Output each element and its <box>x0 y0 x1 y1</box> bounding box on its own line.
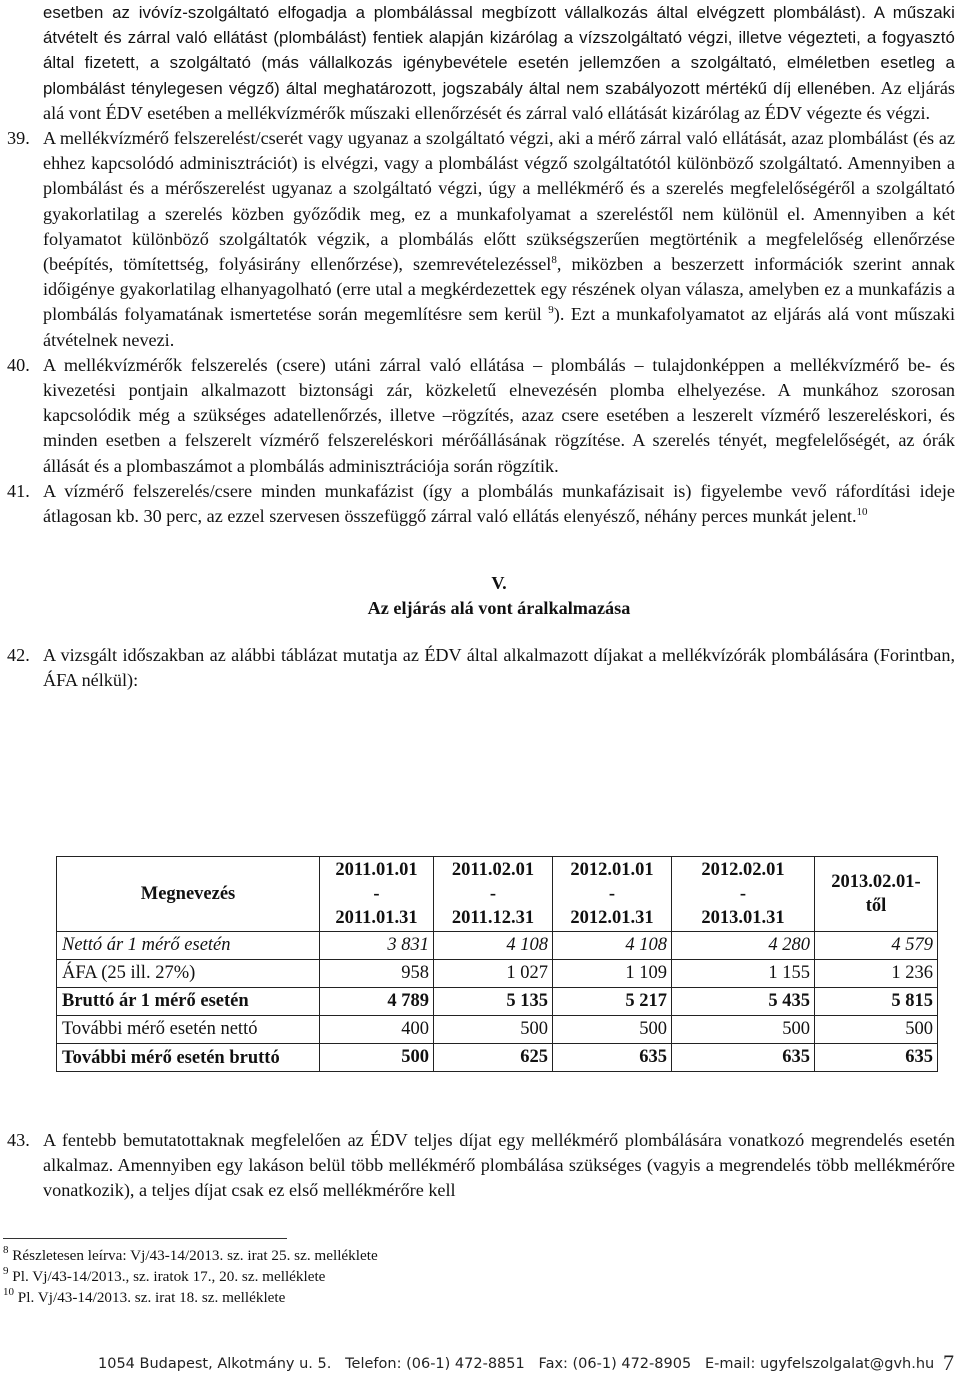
table-row <box>57 1016 938 1044</box>
footnote-ref: 9 <box>548 304 554 317</box>
p42-text: A vizsgált időszakban az alábbi táblázat mutatja az ÉDV által alkalmazott díjakat a mellékvízórák plombálására (Forintban, ÁFA nélkül): <box>43 644 955 690</box>
period-from: 2011.01.01 <box>335 860 418 880</box>
section-title: Az eljárás alá vont áralkalmazása <box>367 598 631 619</box>
table-cell: 1 027 <box>434 960 553 988</box>
paragraph-40 <box>7 353 955 479</box>
table-cell: 635 <box>553 1044 672 1072</box>
section-numeral: V. <box>491 573 507 594</box>
period-from: 2013.02.01- <box>831 872 921 892</box>
paragraph-42 <box>7 643 955 693</box>
period-to: 2013.01.31 <box>701 908 785 928</box>
table-row <box>57 960 938 988</box>
period-to: től <box>865 896 887 916</box>
table-cell: 4 280 <box>672 932 815 960</box>
table-cell: 958 <box>320 960 434 988</box>
p41-text: A vízmérő felszerelés/csere minden munkafázist (így a plombálás munkafázisait is) figyelembe vevő ráfordítási ideje átlagosan kb. 30 perc, az ezzel szervesen összefüggő zárral való ellátás elenyésző, néhány perces munkát jelent. <box>43 480 955 527</box>
period-from: 2012.02.01 <box>701 860 785 880</box>
table-cell: 635 <box>672 1044 815 1072</box>
p43-text: A fentebb bemutatottaknak megfelelően az ÉDV teljes díjat egy mellékmérő plombálására vonatkozó megrendelés esetén alkalmaz. Amennyiben egy lakáson belül több mellékmérő plombálása szükséges (vagyis a megrendelés több mellékmérőre vonatkozik), a teljes díjat csak ez első mellékmérőre kell <box>43 1130 955 1201</box>
table-cell: 4 789 <box>320 988 434 1016</box>
period-to: 2011.01.31 <box>335 908 418 928</box>
paragraph-43 <box>7 1128 955 1204</box>
intro-tail-text: Az eljárás alá vont ÉDV esetében a mellékvízmérők műszaki ellenőrzését és zárral való ellátását kizárólag az ÉDV végezte és végzi. <box>43 77 955 123</box>
paragraph-number: 42. <box>7 644 30 665</box>
footnote-item <box>3 1287 903 1308</box>
table-row <box>57 1044 938 1072</box>
paragraph-number: 40. <box>7 354 30 375</box>
row-label: ÁFA (25 ill. 27%) <box>57 960 320 988</box>
paragraph-intro <box>43 0 955 126</box>
table-cell: 500 <box>553 1016 672 1044</box>
table-cell: 1 155 <box>672 960 815 988</box>
paragraph-number: 39. <box>7 128 30 149</box>
footnote-text: Pl. Vj/43-14/2013. sz. irat 18. sz. melléklete <box>17 1289 286 1306</box>
paragraph-41 <box>7 479 955 529</box>
paragraph-39 <box>7 126 955 353</box>
table-cell: 5 435 <box>672 988 815 1016</box>
body-text <box>7 0 955 693</box>
table-cell: 4 108 <box>553 932 672 960</box>
footnote-mark: 8 <box>3 1244 9 1256</box>
table-cell: 1 236 <box>815 960 938 988</box>
header-period <box>672 857 815 932</box>
period-from: 2011.02.01 <box>451 860 535 880</box>
p39-part1: A mellékvízmérő felszerelést/cserét vagy ugyanaz a szolgáltató végzi, aki a mérő zárral való ellátását, azaz plombálást (és az ehhez kapcsolódó adminisztrációt) is elvégzi, vagy a plombálást végző szolgáltatótól különböző szolgáltató. Amennyiben a plombálást és a mérőszerelést ugyanaz a szolgáltató végzi, úgy a mellékmérő és a szerelés megfelelőségéről a szolgáltató gyakorlatilag a szerelés közben győződik meg, ez a munkafolyamat a szereléstől nem különül el. Amennyiben a két folyamatot különböző szolgáltatók végzik, a plombálás előtt szükségszerűen megtörténik a megfelelőség ellenőrzése (beépítés, tömítettség, folyásirány ellenőrzése), szemrevételezéssel <box>43 128 955 275</box>
p39-part2: , miközben a beszerzett információk szerint annak időigénye gyakorlatilag elhanyagolható (erre utal a megkérdezettek egy részének olyan válasza, amelyben ez a munkafázis a plombálás folyamatának ismertetése során megemlítésre sem kerül <box>43 254 955 325</box>
table-row <box>57 932 938 960</box>
footnote-text: Részletesen leírva: Vj/43-14/2013. sz. irat 25. sz. melléklete <box>12 1247 378 1264</box>
page-number: 7 <box>943 1350 954 1375</box>
table-cell: 500 <box>320 1044 434 1072</box>
table-cell: 4 579 <box>815 932 938 960</box>
p39-part3: ). Ezt a munkafolyamatot az eljárás alá vont műszaki átvételnek nevezi. <box>43 304 955 350</box>
footnotes <box>3 1245 903 1308</box>
footnote-text: Pl. Vj/43-14/2013., sz. iratok 17., 20. sz. melléklete <box>12 1268 326 1285</box>
body-text-lower <box>7 1128 955 1204</box>
header-period <box>320 857 434 932</box>
row-label: Bruttó ár 1 mérő esetén <box>57 988 320 1016</box>
footnote-mark: 10 <box>3 1286 14 1298</box>
footnote-ref: 8 <box>551 254 557 267</box>
row-label: További mérő esetén nettó <box>57 1016 320 1044</box>
table-cell: 500 <box>672 1016 815 1044</box>
table-cell: 625 <box>434 1044 553 1072</box>
paragraph-number: 41. <box>7 480 30 501</box>
footer-contact: 1054 Budapest, Alkotmány u. 5. Telefon: (06-1) 472-8851 Fax: (06-1) 472-8905 E-mail: ugyfelszolgalat@gvh.hu <box>98 1356 935 1372</box>
price-table <box>56 856 938 1072</box>
table-cell: 635 <box>815 1044 938 1072</box>
table-header-row <box>57 857 938 932</box>
table-cell: 500 <box>815 1016 938 1044</box>
row-label: Nettó ár 1 mérő esetén <box>57 932 320 960</box>
period-dash: - <box>489 884 497 904</box>
footnote-item <box>3 1266 903 1287</box>
table-cell: 5 135 <box>434 988 553 1016</box>
header-name: Megnevezés <box>57 857 320 932</box>
table-cell: 5 815 <box>815 988 938 1016</box>
footnote-item <box>3 1245 903 1266</box>
header-period <box>815 857 938 932</box>
table-cell: 500 <box>434 1016 553 1044</box>
row-label: További mérő esetén bruttó <box>57 1044 320 1072</box>
period-to: 2011.12.31 <box>451 908 535 928</box>
period-to: 2012.01.31 <box>570 908 654 928</box>
table-cell: 3 831 <box>320 932 434 960</box>
table-cell: 5 217 <box>553 988 672 1016</box>
period-dash: - <box>608 884 616 904</box>
period-dash: - <box>373 884 380 904</box>
footnote-mark: 9 <box>3 1265 9 1277</box>
period-dash: - <box>739 884 747 904</box>
table-cell: 4 108 <box>434 932 553 960</box>
page-footer <box>98 1350 958 1375</box>
intro-lead-text: esetben az ivóvíz-szolgáltató elfogadja a plombálással megbízott vállalkozás által elvégzett plombálást). A műszaki átvételt és zárral való ellátást (plombálást) fentiek alapján kizárólag a vízszolgáltató végzi, illetve végezteti, a fogyasztó által fizetett, a szolgáltató (más vállalkozás igénybevétele esetén jellemzően a szolgáltató, elméletben esetleg a plombálást ténylegesen végző) által meghatározott, jogszabály által nem szabályozott mértékű díj ellenében. <box>43 3 955 98</box>
table-cell: 400 <box>320 1016 434 1044</box>
p40-text: A mellékvízmérők felszerelés (csere) utáni zárral való ellátása – plombálás – tulajdonképpen a mellékvízmérő be- és kivezetési pontjain alkalmazott biztonsági zár, közkeletű elnevezésén plomba elhelyezése. A munkához szorosan kapcsolódik még a szükséges adatellenőrzés, illetve –rögzítés, azaz csere esetében a leszerelt vízmérő leszereléskori, és minden esetben a felszerelt vízmérő felszereléskori mérőállásának rögzítése. A szerelés tényét, megfelelőségét, az órák állását és a plombaszámot a plombálás adminisztrációja során rögzítik. <box>43 354 955 476</box>
footnote-divider <box>3 1238 287 1239</box>
table-cell: 1 109 <box>553 960 672 988</box>
header-period <box>434 857 553 932</box>
paragraph-number: 43. <box>7 1130 30 1150</box>
table-row <box>57 988 938 1016</box>
footnote-ref: 10 <box>856 506 868 519</box>
period-from: 2012.01.01 <box>570 860 654 880</box>
header-period <box>553 857 672 932</box>
spacer <box>43 529 955 555</box>
